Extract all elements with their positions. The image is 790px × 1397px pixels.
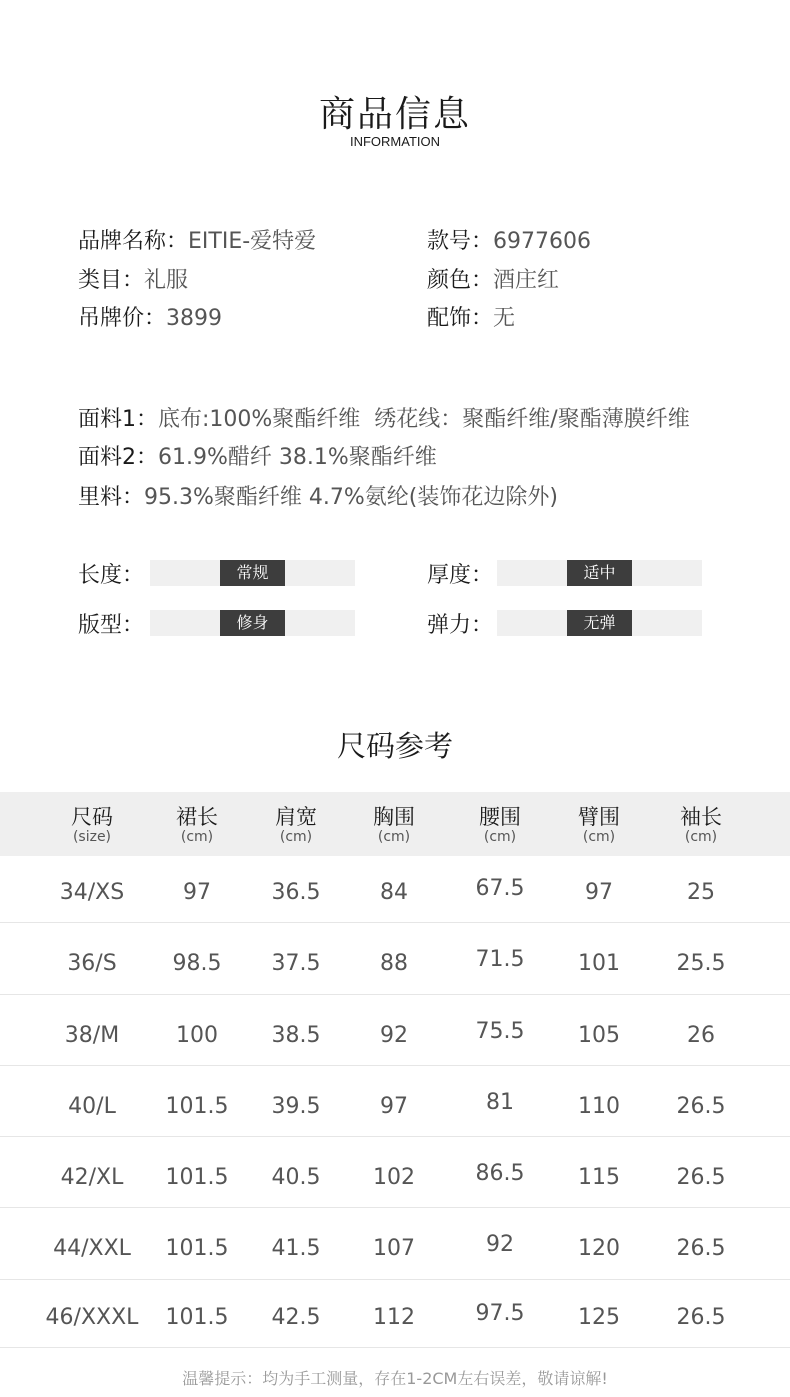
column-unit: (cm)	[377, 829, 411, 845]
page-subtitle: INFORMATION	[349, 134, 441, 149]
measurement-cell: 38.5	[271, 1023, 321, 1048]
column-header	[345, 792, 443, 856]
column-header	[247, 792, 345, 856]
measurement-cell: 86.5	[475, 1161, 525, 1186]
fabric2-value: 61.9%醋纤 38.1%聚酯纤维	[158, 445, 437, 470]
table-row	[0, 856, 790, 923]
size-cell: 46/XXXL	[45, 1305, 139, 1330]
column-name: 尺码	[71, 805, 113, 829]
size-cell: 42/XL	[60, 1165, 124, 1190]
measurement-cell: 92	[380, 1023, 408, 1048]
column-name: 腰围	[479, 805, 521, 829]
accessory-label: 配饰：	[427, 306, 494, 331]
measurement-cell: 105	[578, 1023, 620, 1048]
length-tag: 常规	[220, 560, 285, 586]
elasticity-label: 弹力：	[427, 613, 494, 638]
measurement-cell: 88	[380, 951, 408, 976]
measurement-cell: 100	[176, 1023, 218, 1048]
lining-info	[78, 480, 558, 511]
measurement-cell: 97.5	[475, 1301, 525, 1326]
column-name: 袖长	[680, 805, 722, 829]
color-info	[427, 263, 559, 294]
measurement-note: 温馨提示：均为手工测量，存在1-2CM左右误差，敬请谅解!	[182, 1369, 608, 1388]
style-no-value: 6977606	[493, 229, 591, 254]
size-cell: 34/XS	[59, 880, 125, 905]
measurement-cell: 25	[687, 880, 715, 905]
measurement-cell: 110	[578, 1094, 620, 1119]
measurement-cell: 97	[380, 1094, 408, 1119]
measurement-cell: 25.5	[676, 951, 726, 976]
measurement-cell: 42.5	[271, 1305, 321, 1330]
measurement-cell: 107	[373, 1236, 415, 1261]
elasticity-tag: 无弹	[567, 610, 632, 636]
fabric1-info	[78, 402, 690, 433]
brand-label: 品牌名称：	[78, 229, 189, 254]
measurement-cell: 36.5	[271, 880, 321, 905]
price-info	[78, 301, 222, 332]
measurement-cell: 97	[183, 880, 211, 905]
measurement-cell: 37.5	[271, 951, 321, 976]
lining-label: 里料：	[78, 485, 145, 510]
column-unit: (cm)	[483, 829, 517, 845]
measurement-cell: 26.5	[676, 1305, 726, 1330]
column-name: 胸围	[373, 805, 415, 829]
table-row	[0, 1280, 790, 1348]
measurement-cell: 75.5	[475, 1019, 525, 1044]
category-label: 类目：	[78, 268, 145, 293]
thickness-label: 厚度：	[427, 563, 494, 588]
column-header	[148, 792, 246, 856]
measurement-cell: 115	[578, 1165, 620, 1190]
size-cell: 44/XXL	[53, 1236, 131, 1261]
thickness-tag: 适中	[567, 560, 632, 586]
length-label: 长度：	[78, 563, 145, 588]
column-unit: (cm)	[279, 829, 313, 845]
lining-value: 95.3%聚酯纤维 4.7%氨纶(装饰花边除外)	[144, 485, 558, 510]
fabric1-value: 底布:100%聚酯纤维 绣花线：聚酯纤维/聚酯薄膜纤维	[158, 407, 690, 432]
measurement-cell: 101.5	[165, 1165, 229, 1190]
measurement-cell: 67.5	[475, 876, 525, 901]
measurement-cell: 98.5	[172, 951, 222, 976]
color-value: 酒庄红	[493, 268, 560, 293]
measurement-cell: 39.5	[271, 1094, 321, 1119]
column-header	[652, 792, 750, 856]
table-row	[0, 1208, 790, 1280]
column-unit: (size)	[72, 829, 112, 845]
size-cell: 38/M	[64, 1023, 120, 1048]
column-unit: (cm)	[180, 829, 214, 845]
column-unit: (cm)	[684, 829, 718, 845]
column-header	[550, 792, 648, 856]
accessory-info	[427, 301, 515, 332]
size-table-header	[0, 792, 790, 856]
measurement-cell: 101.5	[165, 1236, 229, 1261]
category-value: 礼服	[144, 268, 189, 293]
accessory-value: 无	[493, 306, 516, 331]
column-name: 裙长	[176, 805, 218, 829]
measurement-cell: 26.5	[676, 1236, 726, 1261]
column-name: 臂围	[578, 805, 620, 829]
color-label: 颜色：	[427, 268, 494, 293]
measurement-cell: 112	[373, 1305, 415, 1330]
fabric2-info	[78, 440, 437, 471]
column-header	[43, 792, 141, 856]
measurement-cell: 71.5	[475, 947, 525, 972]
style-no-label: 款号：	[427, 229, 494, 254]
measurement-cell: 92	[486, 1232, 514, 1257]
brand-info	[78, 224, 316, 255]
fabric2-label: 面料2：	[78, 445, 158, 470]
measurement-cell: 84	[380, 880, 408, 905]
measurement-cell: 101.5	[165, 1094, 229, 1119]
measurement-cell: 125	[578, 1305, 620, 1330]
measurement-cell: 26.5	[676, 1094, 726, 1119]
table-row	[0, 1066, 790, 1137]
price-value: 3899	[166, 306, 223, 331]
measurement-cell: 102	[373, 1165, 415, 1190]
size-cell: 40/L	[68, 1094, 116, 1119]
size-chart-title: 尺码参考	[336, 729, 453, 763]
table-row	[0, 1137, 790, 1208]
column-header	[451, 792, 549, 856]
measurement-cell: 26.5	[676, 1165, 726, 1190]
size-cell: 36/S	[67, 951, 117, 976]
measurement-cell: 41.5	[271, 1236, 321, 1261]
brand-value: EITIE-爱特爱	[188, 229, 317, 254]
category-info	[78, 263, 188, 294]
measurement-cell: 81	[486, 1090, 514, 1115]
column-unit: (cm)	[582, 829, 616, 845]
style-no-info	[427, 224, 591, 255]
price-label: 吊牌价：	[78, 306, 167, 331]
column-name: 肩宽	[275, 805, 317, 829]
measurement-cell: 101.5	[165, 1305, 229, 1330]
table-row	[0, 923, 790, 995]
fit-tag: 修身	[220, 610, 285, 636]
measurement-cell: 40.5	[271, 1165, 321, 1190]
fabric1-label: 面料1：	[78, 407, 158, 432]
measurement-cell: 26	[687, 1023, 715, 1048]
measurement-cell: 97	[585, 880, 613, 905]
fit-label: 版型：	[78, 613, 145, 638]
measurement-cell: 101	[578, 951, 620, 976]
measurement-cell: 120	[578, 1236, 620, 1261]
table-row	[0, 995, 790, 1066]
page-title: 商品信息	[318, 94, 471, 135]
